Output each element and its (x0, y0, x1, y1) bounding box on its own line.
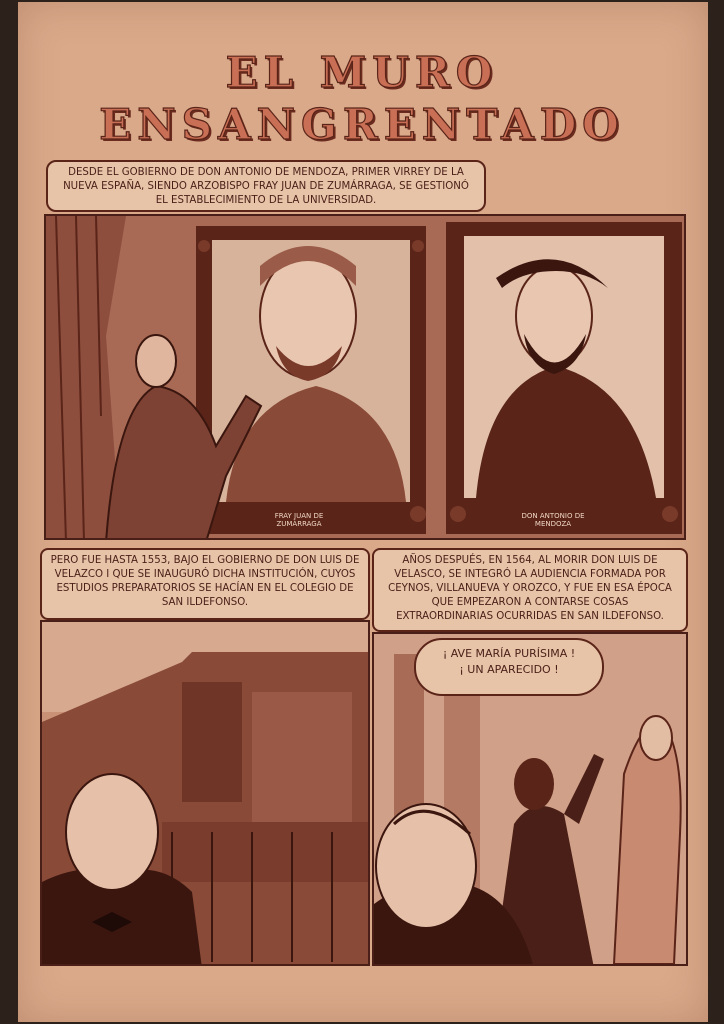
panel-colegio-art (42, 622, 370, 966)
speech-bubble (414, 638, 604, 696)
speech-line-1: ¡ AVE MARÍA PURÍSIMA ! (442, 647, 576, 660)
panel-portraits (44, 214, 686, 540)
portrait-label-mendoza: DON ANTONIO DE MENDOZA (521, 512, 585, 528)
caption-top: DESDE EL GOBIERNO DE DON ANTONIO DE MENDOZA, PRIMER VIRREY DE LA NUEVA ESPAÑA, SIENDO ARZOBISPO FRAY JUAN DE ZUMÁRRAGA, SE GESTIONÓ EL ESTABLECIMIENTO DE LA UNIVERSIDAD. (46, 160, 486, 212)
panel-portraits-art (46, 216, 686, 540)
page-title-line-2: ENSANGRENTADO (99, 100, 625, 149)
panel-colegio (40, 620, 370, 966)
portrait-label-zumarraga: FRAY JUAN DE ZUMÁRRAGA (274, 512, 324, 528)
panel-aparecido (372, 632, 688, 966)
speech-line-2: ¡ UN APARECIDO ! (459, 663, 559, 676)
caption-bottom-right: AÑOS DESPUÉS, EN 1564, AL MORIR DON LUIS DE VELASCO, SE INTEGRÓ LA AUDIENCIA FORMADA POR CEYNOS, VILLANUEVA Y OROZCO, Y FUE EN ESA ÉPOCA QUE EMPEZARON A CONTARSE COSAS EXTRAORDINARIAS OCURRIDAS EN SAN ILDEFONSO. (372, 548, 688, 632)
page-title-line-1: EL MURO (225, 48, 499, 97)
caption-bottom-left: PERO FUE HASTA 1553, BAJO EL GOBIERNO DE DON LUIS DE VELAZCO I QUE SE INAUGURÓ DICHA INSTITUCIÓN, CUYOS ESTUDIOS PREPARATORIOS SE HACÍAN EN EL COLEGIO DE SAN ILDEFONSO. (40, 548, 370, 620)
